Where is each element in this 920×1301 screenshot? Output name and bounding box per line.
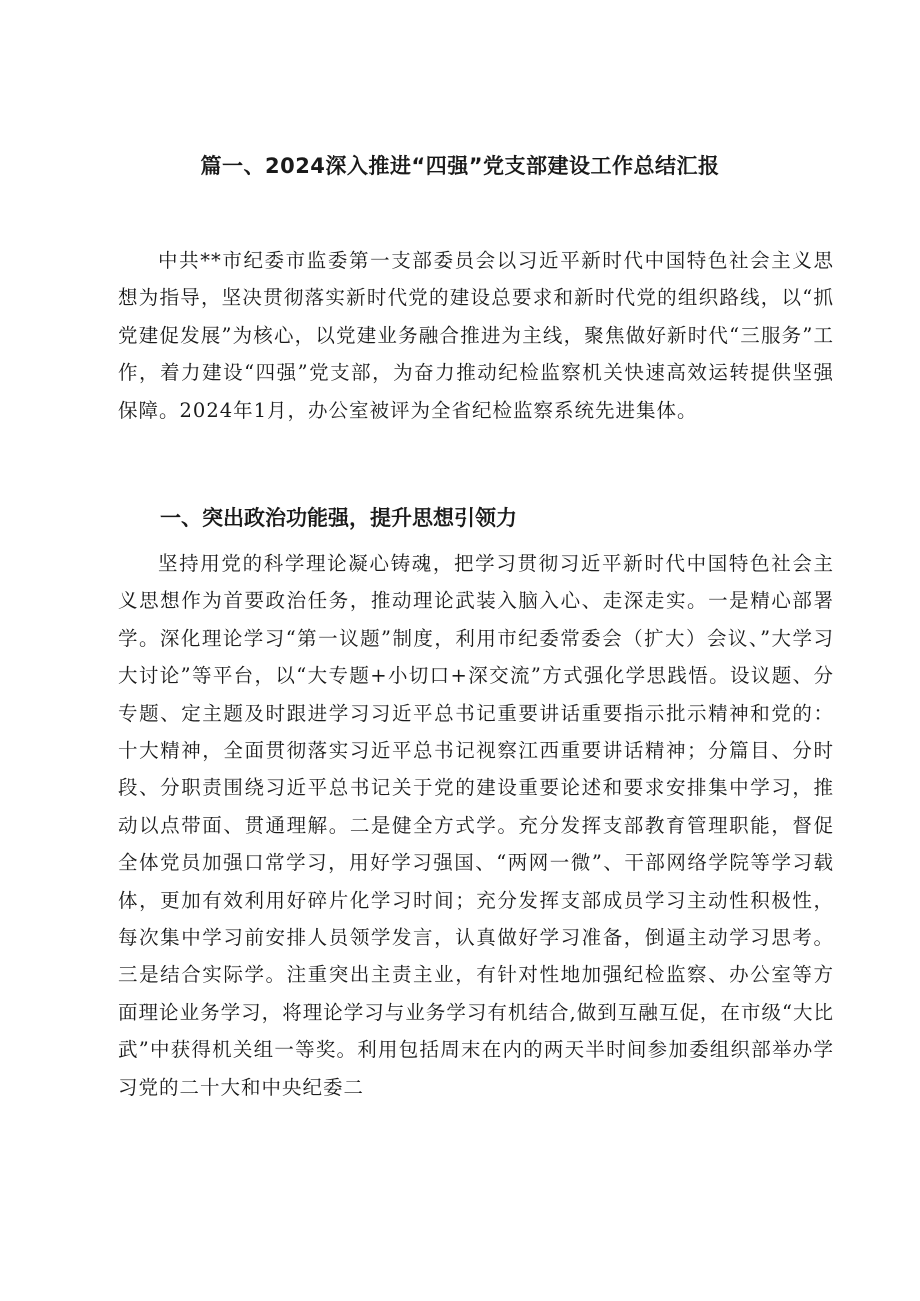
document-title: 篇一、2024深入推进“四强”党支部建设工作总结汇报: [200, 154, 720, 178]
intro-paragraph: 中共**市纪委市监委第一支部委员会以习近平新时代中国特色社会主义思想为指导，坚决贯彻落实新时代党的建设总要求和新时代党的组织路线，以“抓党建促发展”为核心，以党建业务融合推进为主线，聚焦做好新时代“三服务”工作，着力建设“四强”党支部，为奋力推动纪检监察机关快速高效运转提供坚强保障。2024年1月，办公室被评为全省纪检监察系统先进集体。: [118, 249, 834, 422]
section-heading: 一、突出政治功能强，提升思想引领力: [160, 506, 517, 530]
section-paragraph: 坚持用党的科学理论凝心铸魂，把学习贯彻习近平新时代中国特色社会主义思想作为首要政治任务，推动理论武装入脑入心、走深走实。一是精心部署学。深化理论学习“第一议题”制度，利用市纪委常委会（扩大）会议、”大学习大讨论”等平台，以“大专题+小切口+深交流”方式强化学思践悟。设议题、分专题、定主题及时跟进学习习近平总书记重要讲话重要指示批示精神和党的：十大精神，全面贯彻落实习近平总书记视察江西重要讲话精神；分篇目、分时段、分职责围绕习近平总书记关于党的建设重要论述和要求安排集中学习，推动以点带面、贯通理解。二是健全方式学。充分发挥支部教育管理职能，督促全体党员加强口常学习，用好学习强国、“两网一微”、干部网络学院等学习载体，更加有效利用好碎片化学习时间；充分发挥支部成员学习主动性积极性，每次集中学习前安排人员领学发言，认真做好学习准备，倒逼主动学习思考。三是结合实际学。注重突出主责主业，有针对性地加强纪检监察、办公室等方面理论业务学习，将理论学习与业务学习有机结合,做到互融互促，在市级“大比武”中获得机关组一等奖。利用包括周末在内的两天半时间参加委组织部举办学习党的二十大和中央纪委二: [118, 552, 834, 1099]
